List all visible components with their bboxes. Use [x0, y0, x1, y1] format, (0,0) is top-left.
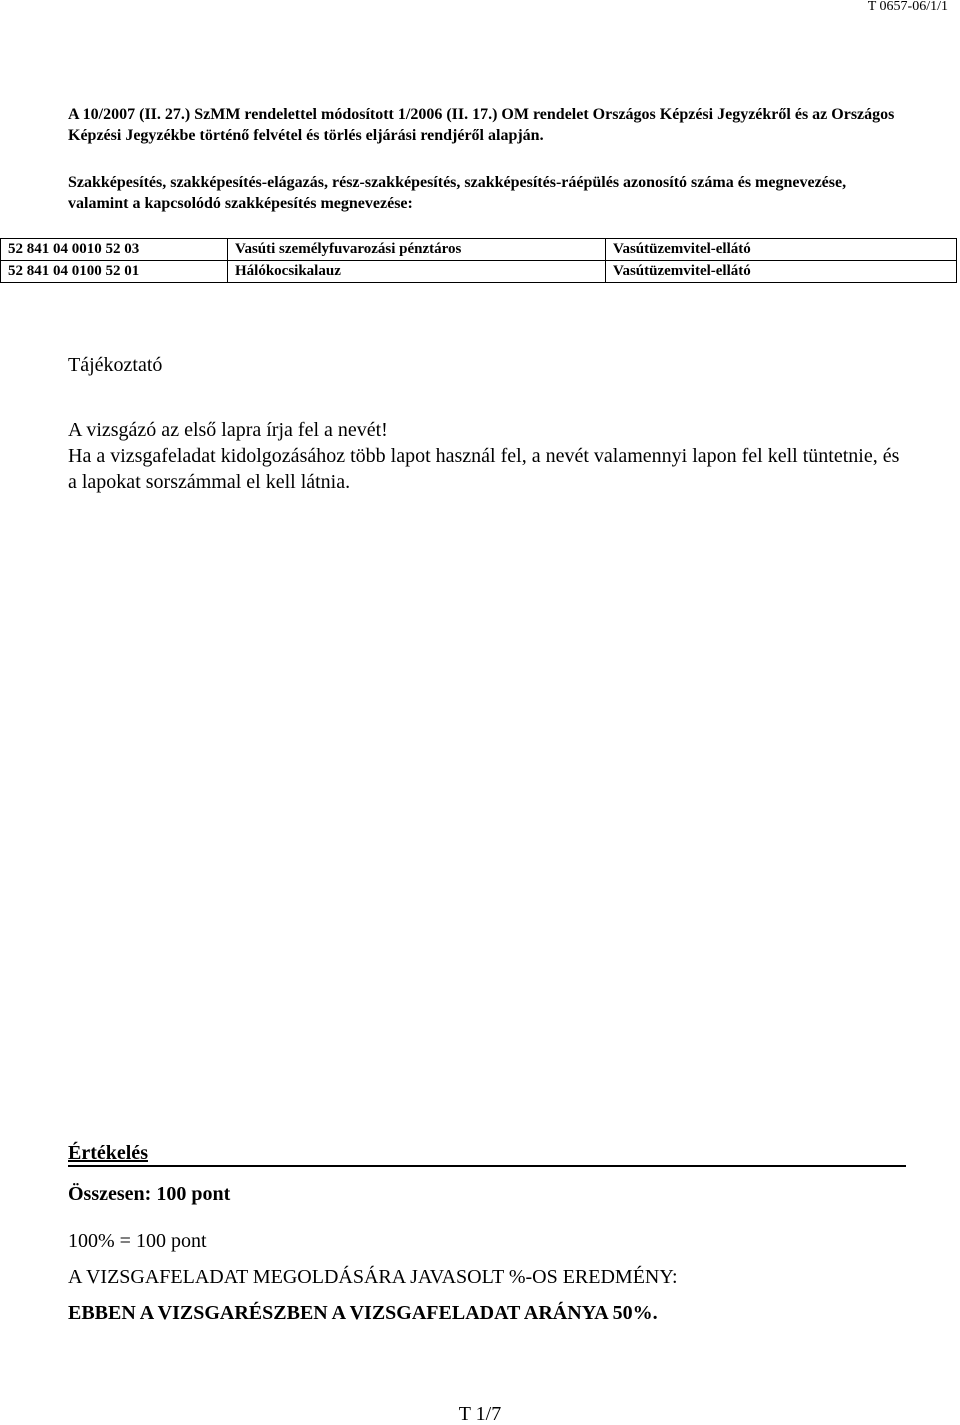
evaluation-divider	[68, 1165, 906, 1167]
related-qualification: Vasútüzemvitel-ellátó	[606, 239, 957, 261]
table-row	[1, 239, 957, 261]
related-qualification: Vasútüzemvitel-ellátó	[606, 261, 957, 283]
info-title: Tájékoztató	[68, 354, 163, 376]
qualification-name: Hálókocsikalauz	[228, 261, 606, 283]
evaluation-percent: 100% = 100 pont	[68, 1230, 207, 1252]
qualification-description: Szakképesítés, szakképesítés-elágazás, rész-szakképesítés, szakképesítés-ráépülés azonosító száma és megnevezése, valamint a kapcsolódó szakképesítés megnevezése:	[68, 174, 847, 212]
qualification-name: Vasúti személyfuvarozási pénztáros	[228, 239, 606, 261]
info-line-name: A vizsgázó az első lapra írja fel a nevét!	[68, 419, 388, 441]
document-id: T 0657-06/1/1	[867, 0, 948, 14]
table-row	[1, 261, 957, 283]
evaluation-heading: Értékelés	[68, 1142, 148, 1164]
page-number: T 1/7	[458, 1403, 502, 1425]
qualification-table	[0, 238, 957, 283]
qualification-code: 52 841 04 0100 52 01	[1, 261, 228, 283]
qualification-code: 52 841 04 0010 52 03	[1, 239, 228, 261]
evaluation-total: Összesen: 100 pont	[68, 1183, 231, 1205]
info-line-sheets: Ha a vizsgafeladat kidolgozásához több lapot használ fel, a nevét valamennyi lapon fel kell tüntetnie, és a lapokat sorszámmal el kell látnia.	[68, 445, 900, 493]
evaluation-ratio: EBBEN A VIZSGARÉSZBEN A VIZSGAFELADAT ARÁNYA 50%.	[68, 1302, 658, 1324]
regulation-reference: A 10/2007 (II. 27.) SzMM rendelettel módosított 1/2006 (II. 17.) OM rendelet Országos Képzési Jegyzékről és az Országos Képzési Jegyzékbe történő felvétel és törlés eljárási rendjéről alapján.	[68, 106, 895, 144]
info-text	[68, 417, 908, 495]
evaluation-suggested-result: A VIZSGAFELADAT MEGOLDÁSÁRA JAVASOLT %-OS EREDMÉNY:	[68, 1266, 678, 1288]
